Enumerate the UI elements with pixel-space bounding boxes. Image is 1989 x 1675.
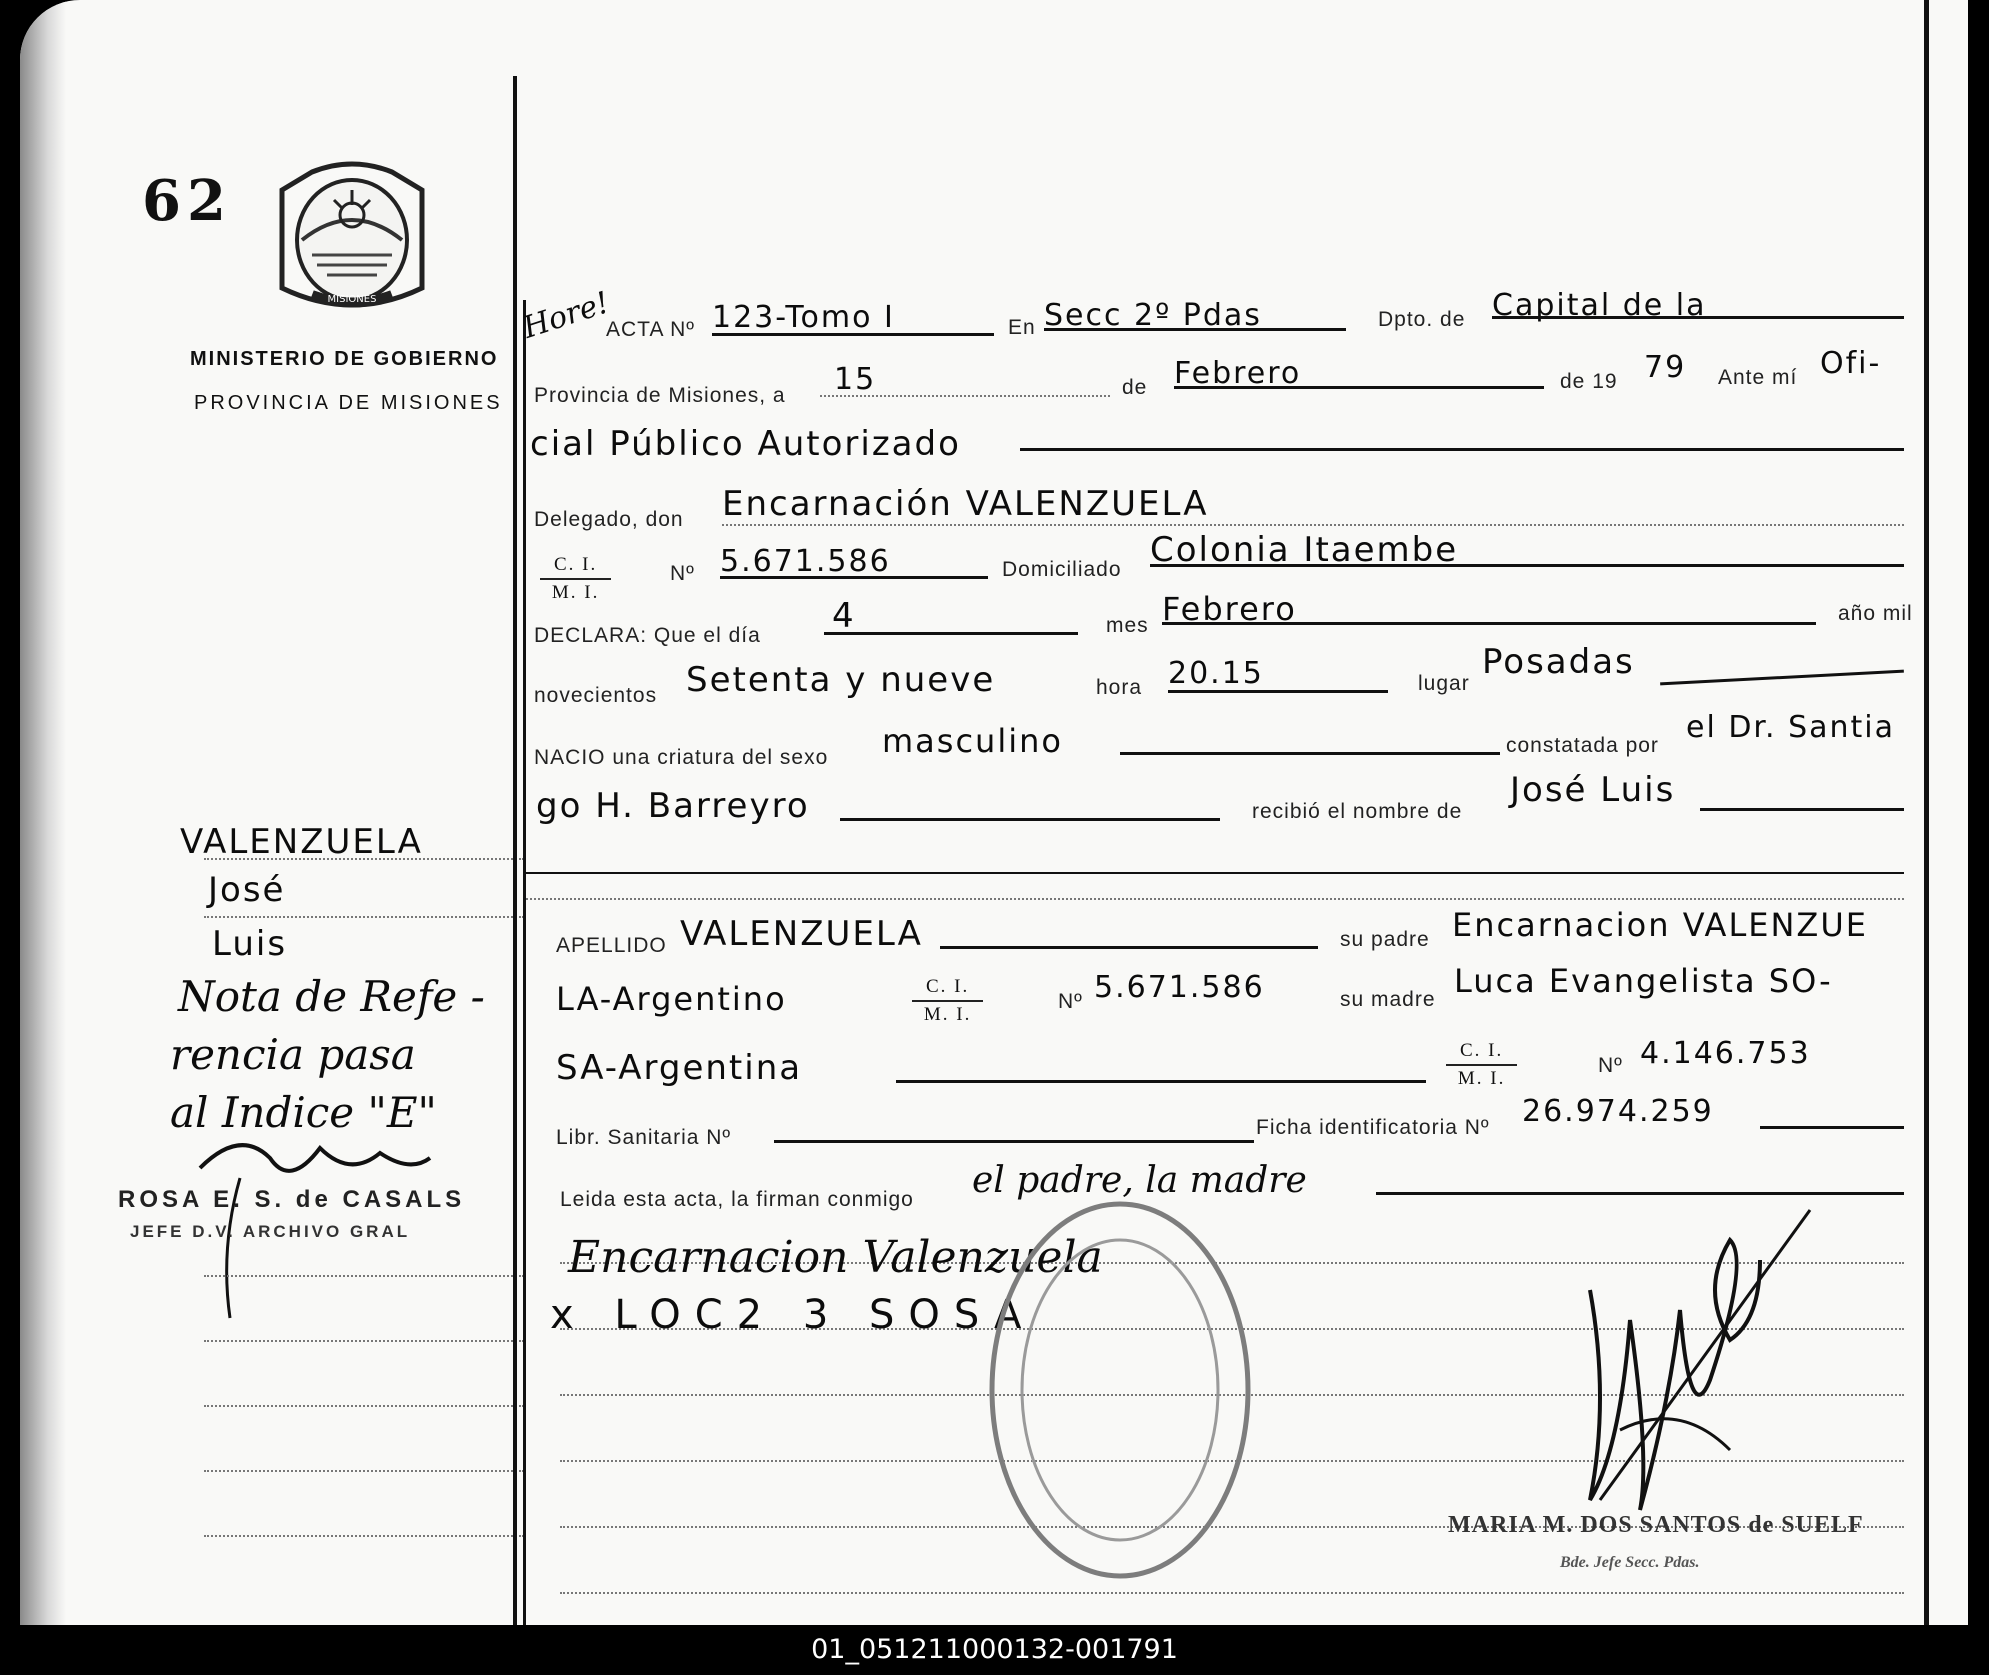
acta-day: 15: [834, 362, 877, 397]
margin-note-line-2: rencia pasa: [170, 1030, 416, 1079]
ministry-name: MINISTERIO DE GOBIERNO: [190, 348, 499, 370]
ficha-label: Ficha identificatoria Nº: [1256, 1116, 1490, 1139]
margin-given-name-1: José: [208, 870, 286, 910]
margin-note-line-1: Nota de Refe -: [178, 972, 485, 1021]
folio-number: 62: [142, 168, 232, 234]
official-round-seal: [970, 1180, 1270, 1600]
physician-name-2: go H. Barreyro: [536, 786, 810, 826]
year-label: de 19: [1560, 370, 1618, 393]
declarant-no-label: Nº: [670, 562, 695, 585]
mother-ci-label: C. I.: [1446, 1040, 1517, 1066]
novecientos-label: novecientos: [534, 684, 658, 707]
mes-label: mes: [1106, 614, 1149, 637]
margin-rule: [204, 1535, 524, 1537]
libreta-label: Libr. Sanitaria Nº: [556, 1126, 732, 1149]
page-edge-right: [1924, 0, 1929, 1625]
de-label: de: [1122, 376, 1148, 399]
delegado-name: Encarnación VALENZUELA: [722, 484, 1209, 524]
month-line: [1174, 386, 1544, 389]
birth-month: Febrero: [1162, 590, 1297, 628]
given-name: José Luis: [1510, 770, 1676, 810]
mother-signature: x LOC2 3 SOSA: [550, 1292, 1036, 1338]
delegado-line: [722, 524, 1904, 526]
mother-id: 4.146.753: [1640, 1036, 1811, 1071]
birth-hour: 20.15: [1168, 656, 1264, 691]
given-name-line: [1700, 808, 1904, 811]
father-name-2: LA-Argentino: [556, 980, 787, 1018]
form-left-border: [523, 300, 526, 1625]
sex-value: masculino: [882, 722, 1063, 760]
physician-name-1: el Dr. Santia: [1686, 710, 1896, 745]
day-line: [820, 395, 1110, 397]
mother-ci-mi-fraction: [1446, 1040, 1517, 1090]
domicilio-value: Colonia Itaembe: [1150, 530, 1459, 570]
constatada-label: constatada por: [1506, 734, 1659, 757]
birth-place: Posadas: [1482, 642, 1635, 682]
ficha-value: 26.974.259: [1522, 1094, 1714, 1129]
lugar-line: [1660, 670, 1904, 686]
province-name: PROVINCIA DE MISIONES: [194, 392, 503, 414]
section-divider: [526, 872, 1904, 874]
official-stamp-name: MARIA M. DOS SANTOS de SUELF: [1448, 1512, 1864, 1538]
declara-label: DECLARA: Que el día: [534, 624, 761, 647]
emblem-lettering: MISIONES: [327, 294, 377, 305]
dpto-value: Capital de la: [1492, 288, 1707, 323]
nacio-label: NACIO una criatura del sexo: [534, 746, 829, 769]
official-stamp-title: Bde. Jefe Secc. Pdas.: [1560, 1554, 1700, 1571]
ficha-line: [1760, 1126, 1904, 1129]
sex-line: [1120, 752, 1500, 755]
birth-year-words: Setenta y nueve: [686, 660, 996, 700]
mother-no-label: Nº: [1598, 1054, 1623, 1077]
acta-label: ACTA Nº: [606, 318, 695, 341]
birth-day-line: [824, 632, 1078, 635]
ci-mi-fraction: [540, 554, 611, 604]
libreta-line: [774, 1140, 1254, 1143]
recibio-label: recibió el nombre de: [1252, 800, 1463, 823]
ante-value: Ofi-: [1820, 346, 1882, 381]
father-signature: Encarnacion Valenzuela: [568, 1232, 1103, 1283]
declarant-id-line: [720, 576, 988, 579]
domicilio-label: Domiciliado: [1002, 558, 1122, 581]
scan-identifier: 01_051211000132-001791: [0, 1625, 1989, 1675]
acta-number: 123-Tomo I: [712, 300, 895, 335]
margin-rule: [204, 858, 524, 860]
ante-label: Ante mí: [1718, 366, 1798, 389]
father-ci-label: C. I.: [912, 976, 983, 1002]
province-emblem: [272, 160, 432, 318]
seccion-value: Secc 2º Pdas: [1044, 298, 1262, 333]
lugar-label: lugar: [1418, 672, 1470, 695]
hora-line: [1168, 690, 1388, 693]
mother-line: [896, 1080, 1426, 1083]
margin-rule: [204, 1340, 524, 1342]
margin-surname: VALENZUELA: [180, 822, 423, 862]
acta-month: Febrero: [1174, 356, 1302, 391]
margin-note-line-3: al Indice "E": [170, 1088, 437, 1137]
father-id: 5.671.586: [1094, 970, 1265, 1005]
signers-value: el padre, la madre: [972, 1160, 1307, 1201]
father-mi-label: M. I.: [923, 1004, 972, 1025]
margin-given-name-2: Luis: [212, 924, 288, 964]
official-signature: [1560, 1200, 1880, 1530]
official-title: cial Público Autorizado: [530, 424, 961, 464]
column-divider: [513, 76, 517, 1625]
register-page: [20, 0, 1968, 1625]
hora-label: hora: [1096, 676, 1143, 699]
domicilio-line: [1150, 564, 1904, 567]
margin-rule: [204, 1470, 524, 1472]
ci-label: C. I.: [540, 554, 611, 580]
father-ci-mi-fraction: [912, 976, 983, 1026]
official-line: [1020, 448, 1904, 451]
madre-label: su madre: [1340, 988, 1436, 1011]
dpto-label: Dpto. de: [1378, 308, 1466, 331]
margin-rule: [204, 916, 524, 918]
father-no-label: Nº: [1058, 990, 1083, 1013]
mother-name-1: Luca Evangelista SO-: [1454, 962, 1833, 1000]
physician-line: [840, 818, 1220, 821]
page-binding-shadow: [20, 0, 66, 1625]
archive-stamp-line-2: JEFE D.V. ARCHIVO GRAL: [130, 1222, 411, 1241]
father-name-1: Encarnacion VALENZUE: [1452, 906, 1868, 944]
acta-year: 79: [1644, 350, 1687, 385]
provincia-label: Provincia de Misiones, a: [534, 384, 786, 407]
mother-name-2: SA-Argentina: [556, 1048, 803, 1088]
birth-month-line: [1162, 622, 1816, 625]
surname-line: [940, 946, 1318, 949]
padre-label: su padre: [1340, 928, 1430, 951]
margin-rule: [204, 1405, 524, 1407]
seccion-label: En: [1008, 316, 1036, 339]
mother-mi-label: M. I.: [1457, 1068, 1506, 1089]
declarant-id: 5.671.586: [720, 544, 891, 579]
ano-label: año mil: [1838, 602, 1913, 625]
archive-stamp-line-1: ROSA E. S. de CASALS: [118, 1186, 466, 1213]
apellido-label: APELLIDO: [556, 934, 667, 957]
margin-rule: [204, 1275, 524, 1277]
birth-day: 4: [832, 596, 856, 636]
leida-label: Leida esta acta, la firman conmigo: [560, 1188, 914, 1211]
mi-label: M. I.: [551, 582, 600, 603]
acta-line: [712, 333, 994, 336]
section-divider-dotted: [526, 898, 1904, 900]
signers-line: [1376, 1192, 1904, 1195]
row1-annotation: Hore!: [518, 285, 614, 346]
seccion-line: [1044, 328, 1346, 331]
delegado-label: Delegado, don: [534, 508, 684, 531]
dpto-line: [1492, 316, 1904, 319]
surname-value: VALENZUELA: [680, 914, 923, 954]
